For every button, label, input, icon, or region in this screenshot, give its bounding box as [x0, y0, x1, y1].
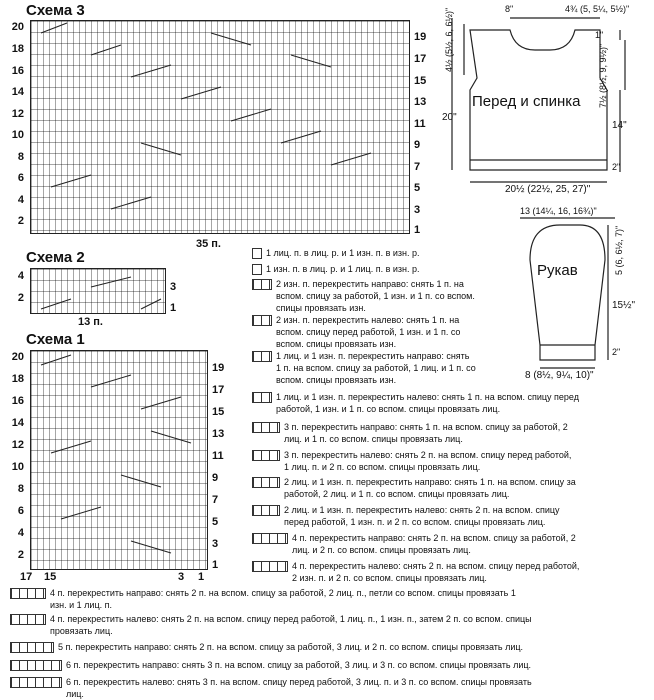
row-label: 4	[17, 194, 24, 206]
scheme-2-title: Схема 2	[26, 249, 85, 266]
row-label: 17	[414, 53, 427, 65]
legend-text: 5 п. перекрестить направо: снять 2 п. на вспом. спицу за работой, 3 лиц. и 2 п. со вспом. спицы провязать лиц.	[58, 642, 524, 652]
body-total-length: 20"	[442, 112, 457, 123]
legend-text: 2 изн. п. перекрестить направо: снять 1 п. на вспом. спицу за работой, 1 изн. и 1 п. со вспом. спицы провязать изн.	[276, 279, 475, 313]
row-label: 6	[17, 505, 24, 517]
cable-symbol-icon	[252, 450, 280, 461]
row-label: 6	[17, 172, 24, 184]
row-label: 15	[414, 75, 427, 87]
row-label: 4	[17, 527, 24, 539]
row-label: 19	[212, 362, 225, 374]
col-label: 17	[20, 571, 33, 583]
legend-text: 4 п. перекрестить налево: снять 2 п. на вспом. спицу перед работой, 2 изн. п. и 2 п. со вспом. спицы провязать лиц.	[292, 561, 580, 583]
row-label: 2	[17, 549, 24, 561]
row-label: 18	[11, 373, 24, 385]
row-label: 14	[11, 86, 24, 98]
legend-item	[10, 659, 531, 671]
row-label: 1	[170, 302, 177, 314]
legend-item	[252, 314, 460, 350]
cable-symbol-icon	[252, 505, 280, 516]
row-label: 7	[414, 161, 421, 173]
row-label: 11	[212, 450, 224, 462]
cable-symbol-icon	[10, 660, 62, 671]
scheme-3-grid	[30, 20, 410, 234]
row-label: 14	[11, 417, 24, 429]
legend-item	[252, 476, 576, 500]
scheme-1-cables	[31, 351, 207, 569]
row-label: 18	[11, 43, 24, 55]
scheme-3-title: Схема 3	[26, 2, 85, 19]
legend-item	[252, 421, 568, 445]
cable-symbol-icon	[252, 422, 280, 433]
row-label: 19	[414, 31, 427, 43]
sleeve-pattern-label: Рукав	[537, 262, 578, 279]
sleeve-pattern-schematic	[500, 200, 654, 380]
legend-item	[252, 504, 560, 528]
legend-item	[252, 391, 579, 415]
row-label: 12	[11, 439, 24, 451]
cable-symbol-icon	[252, 477, 280, 488]
legend-text: 1 лиц. и 1 изн. п. перекрестить налево: снять 1 п. на вспом. спицу перед работой, 1 изн. и 1 п. со вспом. спицы провязать лиц.	[276, 392, 579, 414]
cable-symbol-icon	[252, 279, 272, 290]
legend-item	[252, 263, 419, 275]
body-armhole: 7½ (8½, 9, 9½)"	[598, 43, 608, 108]
scheme-2-cables	[31, 269, 165, 313]
row-label: 9	[212, 472, 219, 484]
body-width: 20½ (22½, 25, 27)"	[505, 184, 591, 195]
row-label: 1	[212, 559, 219, 571]
legend-text: 2 лиц. и 1 изн. п. перекрестить направо: снять 1 п. на вспом. спицу за работой, 2 лиц. и 1 п. со вспом. спицы провязать лиц.	[284, 477, 576, 499]
cable-symbol-icon	[252, 351, 272, 362]
cable-symbol-icon	[10, 677, 62, 688]
body-pattern-label: Перед и спинка	[472, 93, 581, 110]
row-label: 1	[414, 224, 421, 236]
legend-text: 4 п. перекрестить налево: снять 2 п. на вспом. спицу перед работой, 1 лиц. п., 1 изн. п., затем 2 п. со вспом. спицы провязать лиц.	[50, 614, 532, 636]
sleeve-top-width: 13 (14¼, 16, 16¾)"	[520, 206, 597, 216]
legend-item	[252, 449, 571, 473]
legend-text: 2 изн. п. перекрестить налево: снять 1 п. на вспом. спицу перед работой, 1 изн. и 1 п. со вспом. спицы провязать изн.	[276, 315, 461, 349]
row-label: 3	[414, 204, 421, 216]
cable-symbol-icon	[10, 642, 54, 653]
scheme-3-cables	[31, 21, 409, 233]
row-label: 4	[17, 270, 24, 282]
row-label: 11	[414, 118, 426, 130]
cable-symbol-icon	[10, 588, 46, 599]
row-label: 16	[11, 395, 24, 407]
legend-item	[10, 676, 532, 700]
row-label: 20	[11, 351, 24, 363]
row-label: 7	[212, 494, 219, 506]
row-label: 15	[212, 406, 225, 418]
legend-item	[10, 587, 516, 611]
row-label: 8	[17, 151, 24, 163]
cable-symbol-icon	[252, 533, 288, 544]
scheme-3-width: 35 п.	[196, 238, 221, 250]
scheme-1-grid	[30, 350, 208, 570]
legend-text: 4 п. перекрестить направо: снять 2 п. на вспом. спицу за работой, 2 лиц. и 2 п. со вспом. спицы провязать лиц.	[292, 533, 576, 555]
row-label: 5	[414, 182, 421, 194]
body-shoulder-width: 4¾ (5, 5¼, 5½)"	[565, 4, 630, 14]
row-label: 10	[11, 461, 24, 473]
legend-text: 3 п. перекрестить налево: снять 2 п. на вспом. спицу перед работой, 1 лиц. п. и 2 п. со вспом. спицы провязать лиц.	[284, 450, 572, 472]
cable-symbol-icon	[252, 392, 272, 403]
legend-item	[10, 613, 532, 637]
legend-item	[252, 247, 419, 259]
legend-text: 4 п. перекрестить направо: снять 2 п. на вспом. спицу за работой, 2 лиц. п., петли со вспом. спицы провязать 1 изн. и 1 лиц. п.	[50, 588, 516, 610]
row-label: 5	[212, 516, 219, 528]
col-label: 1	[198, 571, 205, 583]
scheme-1-title: Схема 1	[26, 331, 85, 348]
scheme-2-width: 13 п.	[78, 316, 103, 328]
legend-text: 6 п. перекрестить налево: снять 3 п. на вспом. спицу перед работой, 3 лиц. п. и 3 п. со вспом. спицы провязать лиц.	[66, 677, 532, 699]
body-shoulder-height: 4½ (5½, 6, 6½)"	[444, 7, 454, 72]
body-neck-drop: 1"	[595, 30, 604, 40]
cable-symbol-icon	[10, 614, 46, 625]
body-rib: 2"	[612, 162, 621, 172]
legend-item	[252, 278, 475, 314]
row-label: 3	[170, 281, 177, 293]
legend-item	[10, 641, 523, 653]
row-label: 9	[414, 139, 421, 151]
row-label: 2	[17, 292, 24, 304]
legend-text: 1 лиц. и 1 изн. п. перекрестить направо: снять 1 п. на вспом. спицу за работой, 1 лиц. и 1 п. со вспом. спицы провязать изн.	[276, 351, 476, 385]
legend-item	[252, 532, 576, 556]
sleeve-bottom-width: 8 (8½, 9¼, 10)"	[525, 370, 594, 381]
sleeve-length: 15½"	[612, 300, 636, 311]
stitch-symbol-icon	[252, 264, 262, 275]
legend-item	[252, 350, 476, 386]
cable-symbol-icon	[252, 561, 288, 572]
legend-text: 1 лиц. п. в лиц. р. и 1 изн. п. в изн. р.	[266, 248, 420, 258]
col-label: 3	[178, 571, 185, 583]
legend-text: 2 лиц. и 1 изн. п. перекрестить налево: снять 2 п. на вспом. спицу перед работой, 1 изн. п. и 2 п. со вспом. спицы провязать лиц.	[284, 505, 560, 527]
legend-text: 3 п. перекрестить направо: снять 1 п. на вспом. спицу за работой, 2 лиц. и 1 п. со вспом. спицы провязать лиц.	[284, 422, 568, 444]
col-label: 15	[44, 571, 57, 583]
row-label: 13	[212, 428, 225, 440]
legend-text: 6 п. перекрестить направо: снять 3 п. на вспом. спицу за работой, 3 лиц. и 3 п. со вспом. спицы провязать лиц.	[66, 660, 532, 670]
row-label: 17	[212, 384, 225, 396]
row-label: 3	[212, 538, 219, 550]
row-label: 8	[17, 483, 24, 495]
row-label: 12	[11, 108, 24, 120]
legend-text: 1 изн. п. в лиц. р. и 1 лиц. п. в изн. р.	[266, 264, 420, 274]
row-label: 10	[11, 129, 24, 141]
scheme-2-grid	[30, 268, 166, 314]
legend-item	[252, 560, 579, 584]
row-label: 16	[11, 65, 24, 77]
row-label: 2	[17, 215, 24, 227]
sleeve-rib: 2"	[612, 347, 621, 357]
body-neck-width: 8"	[505, 4, 514, 14]
cable-symbol-icon	[252, 315, 272, 326]
sleeve-cap-height: 5 (6, 6½, 7)"	[614, 225, 624, 275]
row-label: 20	[11, 21, 24, 33]
body-side-length: 14"	[612, 120, 627, 131]
stitch-symbol-icon	[252, 248, 262, 259]
row-label: 13	[414, 96, 427, 108]
